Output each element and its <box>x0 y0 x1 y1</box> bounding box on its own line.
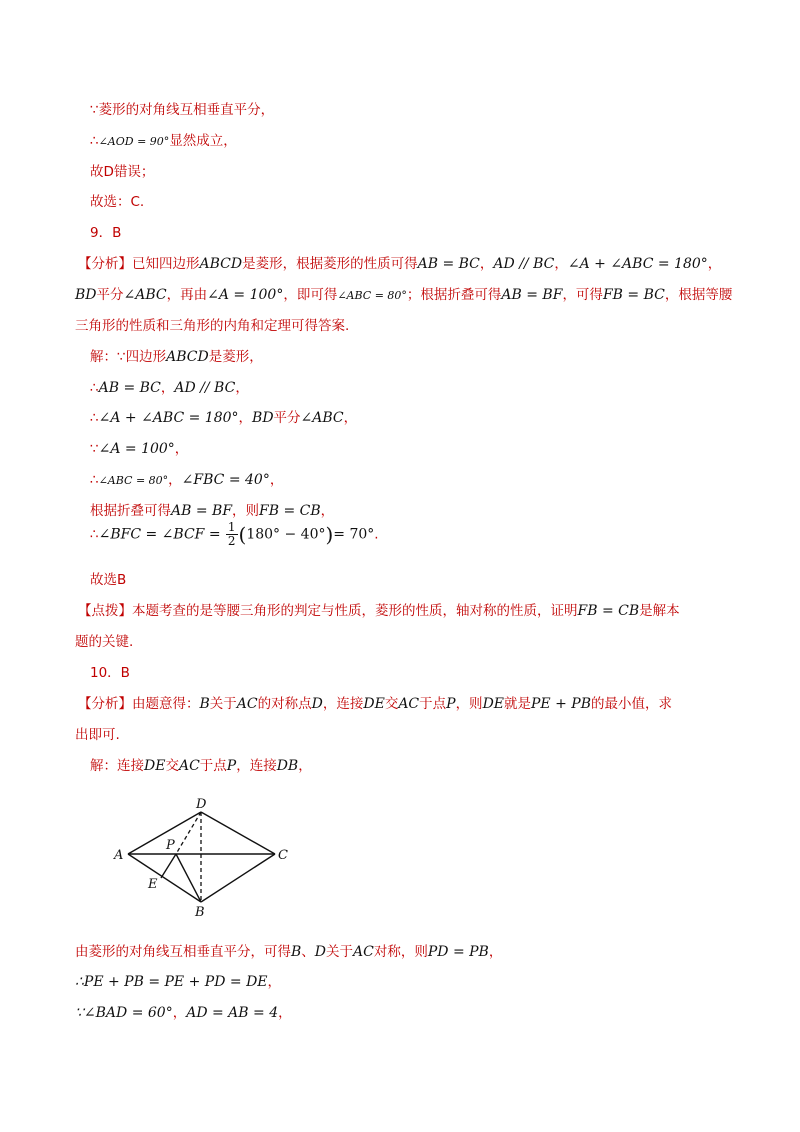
analysis-10-line-2: 出即可. <box>75 727 120 743</box>
analysis-tag: 【分析】 <box>78 256 132 272</box>
line-2: ∴∠AOD = 90°显然成立， <box>90 133 237 149</box>
rhombus-diagram <box>110 792 310 920</box>
question-9-answer: 9．B <box>90 225 122 241</box>
solution-9-line-6: 根据折叠可得AB = BF，则FB = CB， <box>90 503 335 519</box>
solution-10-line-2: 由菱形的对角线互相垂直平分，可得B、D关于AC对称，则PD = PB， <box>75 944 503 960</box>
analysis-10-line-1: 【分析】由题意得：B关于AC的对称点D，连接DE交AC于点P，则DE就是PE + PB的最小值，求 <box>78 696 672 712</box>
line-4: 故选：C. <box>90 194 145 210</box>
line-1: ∵菱形的对角线互相垂直平分， <box>90 102 275 118</box>
analysis-tag: 【分析】 <box>78 696 132 712</box>
line-3: 故D错误； <box>90 164 155 180</box>
solution-10-line-3: ∴PE + PB = PE + PD = DE， <box>75 974 282 990</box>
segment-pe <box>161 854 176 878</box>
remark-tag: 【点拨】 <box>78 603 132 619</box>
label-e: E <box>148 877 158 892</box>
solution-9-line-1: 解：∵四边形ABCD是菱形， <box>90 349 263 365</box>
question-10-answer: 10．B <box>90 665 130 681</box>
label-a: A <box>114 848 124 863</box>
solution-9-line-2: ∴AB = BC，AD // BC， <box>90 380 249 396</box>
edge-ad <box>128 812 201 854</box>
solution-9-line-5: ∴∠ABC = 80°，∠FBC = 40°， <box>90 472 284 488</box>
label-b: B <box>195 905 205 920</box>
segment-dp-dashed <box>176 812 201 854</box>
analysis-9-line-1: 【分析】已知四边形ABCD是菱形，根据菱形的性质可得AB = BC，AD // BC，∠A + ∠ABC = 180°， <box>78 256 722 272</box>
edge-cb <box>201 854 275 902</box>
label-d: D <box>196 797 207 812</box>
solution-9-conclusion: 故选B <box>90 572 127 588</box>
analysis-9-line-2: BD平分∠ABC，再由∠A = 100°，即可得∠ABC = 80°；根据折叠可得AB = BF，可得FB = BC，根据等腰 <box>75 287 733 303</box>
label-p: P <box>166 838 175 853</box>
solution-10-line-4: ∵∠BAD = 60°，AD = AB = 4， <box>75 1005 292 1021</box>
edge-dc <box>201 812 275 854</box>
solution-9-line-4: ∵∠A = 100°， <box>90 441 189 457</box>
solution-9-line-3: ∴∠A + ∠ABC = 180°，BD平分∠ABC， <box>90 410 358 426</box>
label-c: C <box>278 848 288 863</box>
remark-9-line-1: 【点拨】本题考查的是等腰三角形的判定与性质，菱形的性质，轴对称的性质，证明FB = CB是解本 <box>78 603 680 619</box>
segment-pb <box>176 854 201 902</box>
remark-9-line-2: 题的关键. <box>75 634 134 650</box>
edge-ba <box>128 854 201 902</box>
fraction-one-half: $\frac{1}{2}$ <box>227 520 236 548</box>
math-angle-aod: ∠AOD = 90° <box>98 135 170 148</box>
solution-9-line-7: ∴∠BFC = ∠BCF = $\frac{1}{2}$ (180° − 40°)= 70°. <box>90 520 379 548</box>
analysis-9-line-3: 三角形的性质和三角形的内角和定理可得答案. <box>75 318 350 334</box>
solution-10-line-1: 解：连接DE交AC于点P，连接DB， <box>90 758 312 774</box>
